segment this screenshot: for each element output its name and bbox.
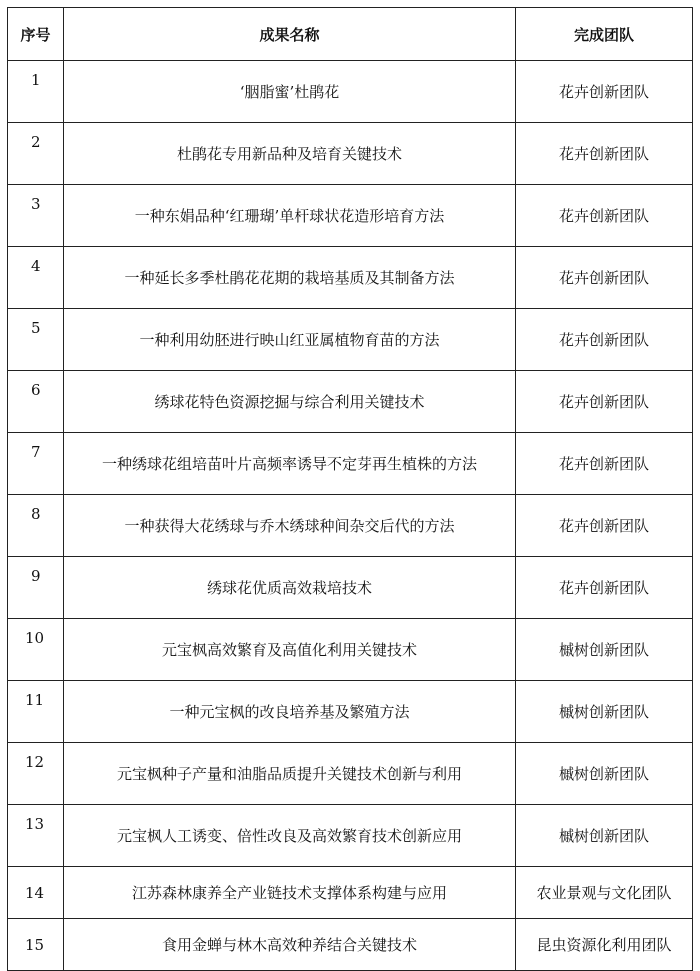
- row-number: 2: [8, 123, 64, 185]
- row-number: 6: [8, 371, 64, 433]
- team-name: 花卉创新团队: [516, 309, 693, 371]
- table-row: [8, 557, 693, 619]
- team-name: 花卉创新团队: [516, 371, 693, 433]
- result-name: 一种利用幼胚进行映山红亚属植物育苗的方法: [64, 309, 516, 371]
- results-table: [7, 7, 693, 971]
- team-name: 农业景观与文化团队: [516, 867, 693, 919]
- result-name: 食用金蝉与林木高效种养结合关键技术: [64, 919, 516, 971]
- table-row: [8, 185, 693, 247]
- result-name: 绣球花特色资源挖掘与综合利用关键技术: [64, 371, 516, 433]
- result-name: 一种元宝枫的改良培养基及繁殖方法: [64, 681, 516, 743]
- result-name: 元宝枫高效繁育及高值化利用关键技术: [64, 619, 516, 681]
- row-number: 8: [8, 495, 64, 557]
- table-row: [8, 123, 693, 185]
- table-body: [8, 61, 693, 971]
- team-name: 槭树创新团队: [516, 681, 693, 743]
- team-name: 花卉创新团队: [516, 557, 693, 619]
- row-number: 7: [8, 433, 64, 495]
- team-name: 花卉创新团队: [516, 185, 693, 247]
- team-name: 花卉创新团队: [516, 61, 693, 123]
- table-row: [8, 681, 693, 743]
- result-name: 一种东娟品种‘红珊瑚’单杆球状花造形培育方法: [64, 185, 516, 247]
- header-name: 成果名称: [64, 8, 516, 61]
- table-row: [8, 495, 693, 557]
- row-number: 12: [8, 743, 64, 805]
- table-row: [8, 309, 693, 371]
- table-row: [8, 371, 693, 433]
- row-number: 15: [8, 919, 64, 971]
- team-name: 槭树创新团队: [516, 743, 693, 805]
- team-name: 花卉创新团队: [516, 495, 693, 557]
- table-row: [8, 867, 693, 919]
- table-row: [8, 247, 693, 309]
- result-name: 元宝枫种子产量和油脂品质提升关键技术创新与利用: [64, 743, 516, 805]
- result-name: 一种绣球花组培苗叶片高频率诱导不定芽再生植株的方法: [64, 433, 516, 495]
- result-name: 绣球花优质高效栽培技术: [64, 557, 516, 619]
- result-name: 杜鹃花专用新品种及培育关键技术: [64, 123, 516, 185]
- row-number: 3: [8, 185, 64, 247]
- team-name: 昆虫资源化利用团队: [516, 919, 693, 971]
- team-name: 槭树创新团队: [516, 619, 693, 681]
- table-row: [8, 805, 693, 867]
- table-row: [8, 919, 693, 971]
- row-number: 9: [8, 557, 64, 619]
- result-name: 江苏森林康养全产业链技术支撑体系构建与应用: [64, 867, 516, 919]
- table-row: [8, 743, 693, 805]
- row-number: 1: [8, 61, 64, 123]
- team-name: 花卉创新团队: [516, 433, 693, 495]
- table-row: [8, 433, 693, 495]
- table-row: [8, 619, 693, 681]
- table-header: [8, 8, 693, 61]
- team-name: 花卉创新团队: [516, 123, 693, 185]
- team-name: 槭树创新团队: [516, 805, 693, 867]
- header-no: 序号: [8, 8, 64, 61]
- row-number: 14: [8, 867, 64, 919]
- row-number: 5: [8, 309, 64, 371]
- row-number: 13: [8, 805, 64, 867]
- header-row: [8, 8, 693, 61]
- row-number: 10: [8, 619, 64, 681]
- result-name: 元宝枫人工诱变、倍性改良及高效繁育技术创新应用: [64, 805, 516, 867]
- result-name: ‘胭脂蜜’杜鹃花: [64, 61, 516, 123]
- row-number: 11: [8, 681, 64, 743]
- result-name: 一种获得大花绣球与乔木绣球种间杂交后代的方法: [64, 495, 516, 557]
- header-team: 完成团队: [516, 8, 693, 61]
- row-number: 4: [8, 247, 64, 309]
- table-row: [8, 61, 693, 123]
- team-name: 花卉创新团队: [516, 247, 693, 309]
- result-name: 一种延长多季杜鹃花花期的栽培基质及其制备方法: [64, 247, 516, 309]
